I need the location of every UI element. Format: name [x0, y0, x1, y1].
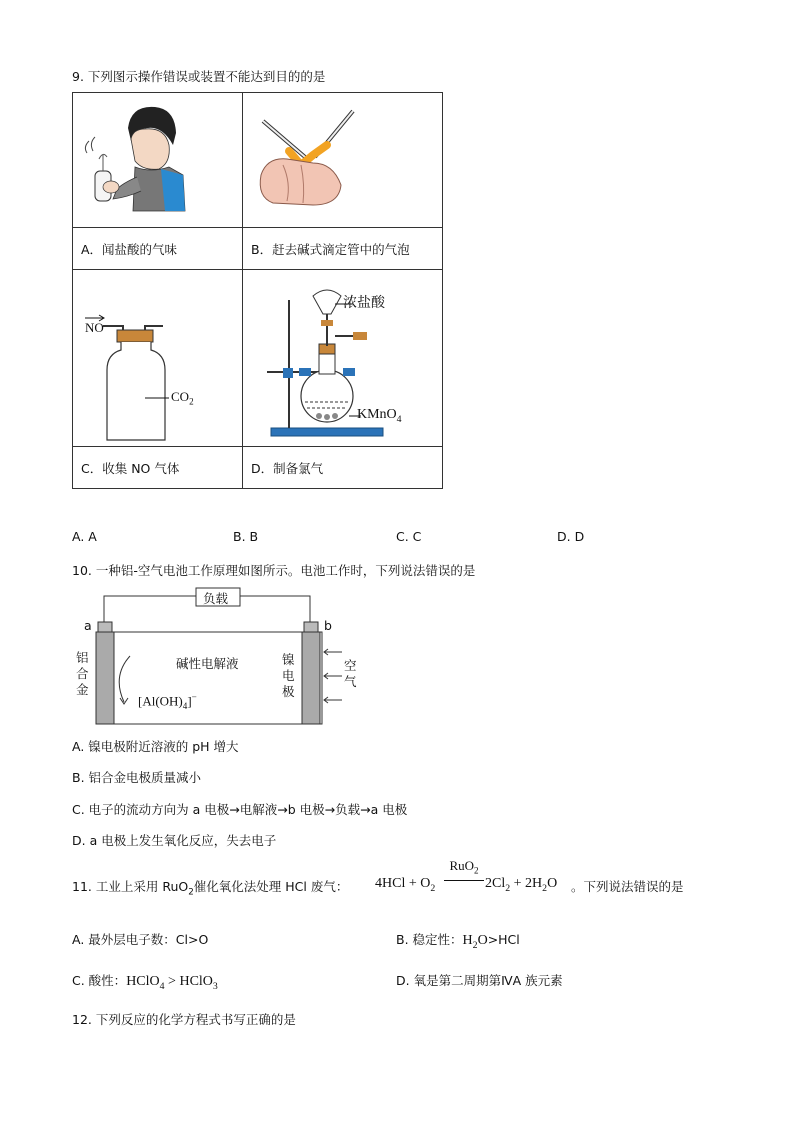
q10-option-d: D. a 电极上发生氧化反应，失去电子	[72, 833, 277, 848]
q11-option-b: B. 稳定性：$H_2O>HCl$	[396, 932, 520, 951]
q9-caption-d: D．制备氯气	[243, 447, 443, 489]
electrolyte-label: 碱性电解液	[176, 656, 239, 671]
fig-c-gas-label: $CO_2$	[171, 389, 194, 407]
q9-answer-b: B. B	[233, 529, 259, 544]
q9-figure-a	[73, 93, 243, 228]
q10-battery-diagram	[72, 586, 372, 728]
q9-figure-d	[243, 270, 443, 447]
q11-option-d: D. 氧是第二周期第ⅣA 族元素	[396, 973, 563, 988]
q9-answer-c: C. C	[396, 529, 422, 544]
q9-options-table	[72, 92, 443, 489]
q11-catalyst: RuO$_2$	[449, 858, 479, 876]
q11-equation-left: $4HCl + O_2$	[375, 876, 436, 894]
q12-stem: 12. 下列反应的化学方程式书写正确的是	[72, 1012, 296, 1027]
q9-figure-b	[243, 93, 443, 228]
q10-stem: 10. 一种铝-空气电池工作原理如图所示。电池工作时，下列说法错误的是	[72, 563, 476, 578]
q9-caption-b: B．赶去碱式滴定管中的气泡	[243, 228, 443, 270]
q9-answer-d: D. D	[557, 529, 585, 544]
gas-wash-bottle-diagram	[73, 270, 242, 446]
left-electrode-label: 铝 合 金	[76, 650, 89, 697]
q9-stem: 9. 下列图示操作错误或装置不能达到目的的是	[72, 69, 326, 84]
fig-d-flask-label: KMnO$_4$	[357, 407, 402, 425]
burette-bubble-illustration	[243, 93, 442, 227]
q9-figure-c	[73, 270, 243, 447]
q11-equation-right: $2Cl_2 + 2H_2O$	[485, 876, 558, 894]
q9-answer-a: A. A	[72, 529, 97, 544]
q9-caption-c: C．收集 NO 气体	[73, 447, 243, 489]
fig-d-funnel-label: 浓盐酸	[343, 295, 385, 311]
q9-caption-a: A．闻盐酸的气味	[73, 228, 243, 270]
q11-stem: 11. 工业上采用 RuO$_2$催化氧化法处理 HCl 废气：	[72, 879, 349, 898]
q11-option-a: A. 最外层电子数：Cl>O	[72, 932, 209, 947]
q10-option-b: B. 铝合金电极质量减小	[72, 770, 202, 785]
electrode-b-label: b	[324, 618, 332, 633]
right-electrode-label: 镍 电 极	[282, 652, 295, 699]
q10-option-a: A. 镍电极附近溶液的 pH 增大	[72, 739, 239, 754]
fig-c-inlet-label: NO	[85, 320, 104, 335]
smelling-acid-illustration	[73, 93, 242, 227]
electrode-a-label: a	[84, 618, 92, 633]
q11-stem-end: 。下列说法错误的是	[571, 879, 684, 894]
aluminate-ion-label: $[Al(OH)_4]^-$	[138, 692, 197, 711]
air-label: 空 气	[344, 658, 357, 689]
q11-reaction-arrow	[444, 880, 484, 881]
load-label: 负载	[203, 591, 229, 606]
q11-option-c: C. 酸性：HClO$_4$ > HClO$_3$	[72, 973, 218, 992]
q10-option-c: C. 电子的流动方向为 a 电极→电解液→b 电极→负载→a 电极	[72, 802, 408, 817]
